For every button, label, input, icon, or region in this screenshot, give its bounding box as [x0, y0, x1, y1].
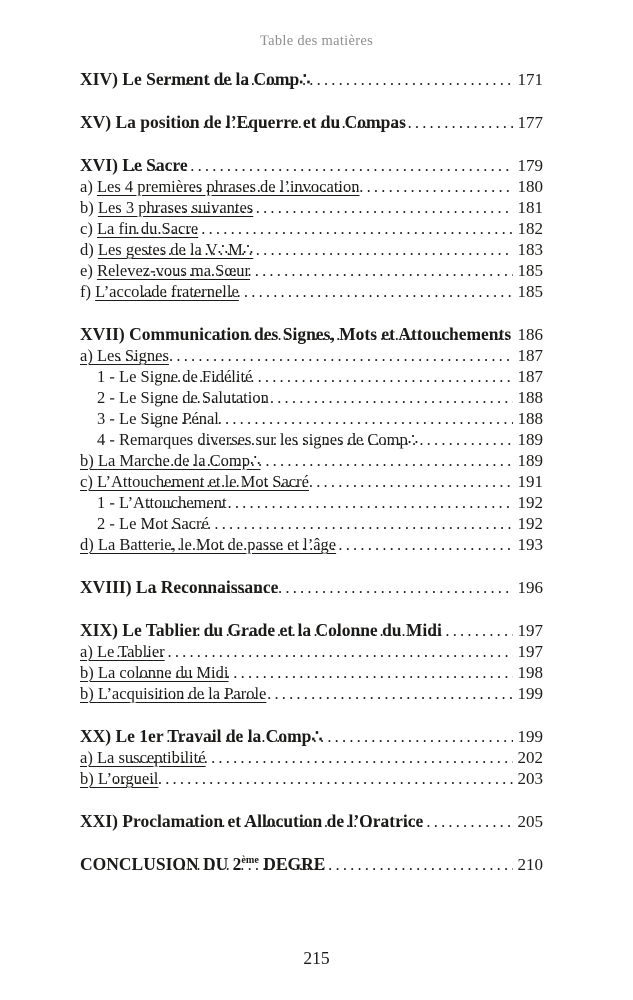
- toc-dot-leader: [154, 577, 513, 598]
- toc-page-number: 185: [517, 282, 543, 301]
- toc-row: [80, 429, 543, 450]
- toc-entry: [80, 641, 165, 662]
- toc-dot-leader: [167, 854, 513, 875]
- toc-entry-label: Le Signe de Fidélité: [119, 367, 253, 386]
- toc-page-number: 189: [517, 430, 543, 449]
- toc-entry: [80, 155, 188, 176]
- toc-entry-label: Les 4 premières phrases de l’invocation: [96, 177, 360, 196]
- toc-page-number: 188: [517, 388, 543, 407]
- toc-dot-leader: [160, 387, 513, 408]
- toc-entry-label: La position de l’Equerre et du Compas: [115, 112, 406, 132]
- toc-row: [80, 513, 543, 534]
- toc-entry: [97, 513, 209, 534]
- toc-entry-prefix: 1 -: [97, 493, 119, 512]
- toc-page-number: 185: [517, 261, 543, 280]
- toc-dot-leader: [176, 176, 513, 197]
- toc-entry-prefix: c): [80, 472, 97, 491]
- toc-entry-prefix: d): [80, 240, 98, 259]
- toc-entry-prefix: f): [80, 282, 96, 301]
- toc-entry-label: La susceptibilité: [96, 748, 206, 767]
- toc-row: [80, 811, 543, 832]
- toc-row: [80, 239, 543, 260]
- toc-row: [80, 492, 543, 513]
- toc-page-number: 181: [517, 198, 543, 217]
- toc-entry: [97, 366, 253, 387]
- toc-row: [80, 69, 543, 90]
- toc-entry: [80, 747, 206, 768]
- toc-dot-leader: [163, 69, 513, 90]
- toc-entry: [80, 239, 254, 260]
- toc-entry-label: La Marche de la Comp∴: [97, 451, 261, 470]
- toc-row: [80, 408, 543, 429]
- toc-dot-leader: [162, 471, 513, 492]
- toc-entry-label: Les 3 phrases suivantes: [97, 198, 254, 217]
- toc-dot-leader: [118, 345, 513, 366]
- toc-row: [80, 768, 543, 789]
- toc-entry-label: La Reconnaissance: [135, 577, 279, 597]
- toc-entry-prefix: XX): [80, 726, 116, 746]
- toc-entry: [97, 408, 219, 429]
- toc-dot-leader: [138, 662, 513, 683]
- toc-entry: [80, 620, 442, 641]
- running-head: Table des matières: [259, 33, 374, 49]
- toc-dot-leader: [147, 492, 513, 513]
- toc-entry-label: L’Attouchement: [119, 493, 227, 512]
- toc-page-number: 205: [517, 812, 543, 831]
- toc-dot-leader: [146, 197, 513, 218]
- toc-entry: [80, 112, 406, 133]
- toc-row: [80, 683, 543, 704]
- toc-entry: [97, 429, 419, 450]
- toc-page-number: 199: [517, 727, 543, 746]
- toc-row: [80, 345, 543, 366]
- toc-page-number: 186: [517, 325, 543, 344]
- toc-entry-prefix: a): [80, 748, 97, 767]
- toc-entry-prefix: b): [80, 769, 98, 788]
- toc-dot-leader: [212, 324, 513, 345]
- toc-dot-leader: [114, 768, 513, 789]
- toc-page-number: 196: [517, 578, 543, 597]
- toc-entry: [80, 534, 337, 555]
- toc-entry-label: Le Signe Pénal: [119, 409, 219, 428]
- ordinal-superscript: ème: [241, 855, 259, 867]
- toc-page-number: 182: [517, 219, 543, 238]
- toc-entry-label: Les Signes: [96, 346, 169, 365]
- toc-entry-label: Le Mot Sacré: [119, 514, 209, 533]
- toc-row: [80, 726, 543, 747]
- toc-entry: [97, 387, 269, 408]
- toc-dot-leader: [166, 726, 513, 747]
- toc-entry-prefix: 2 -: [97, 514, 119, 533]
- toc-entry: [80, 324, 512, 345]
- toc-dot-leader: [200, 429, 513, 450]
- toc-entry-label: Le 1er Travail de la Comp∴: [115, 726, 323, 746]
- toc-entry-prefix: XVI): [80, 155, 123, 175]
- toc-entry-prefix: a): [80, 177, 97, 196]
- toc-page-number: 187: [517, 367, 543, 386]
- toc-entry: [80, 768, 159, 789]
- toc-entry-prefix: XVIII): [80, 577, 136, 597]
- toc-dot-leader: [170, 534, 513, 555]
- toc-entry-prefix: 1 -: [97, 367, 119, 386]
- toc-entry-label: La colonne du Midi: [97, 663, 229, 682]
- toc-entry: [97, 492, 227, 513]
- toc-row: [80, 534, 543, 555]
- toc-entry: [80, 176, 360, 197]
- toc-entry-label: Proclamation et Allocution de l’Oratrice: [122, 811, 424, 831]
- toc-entry: [80, 726, 323, 747]
- toc-page-number: 179: [517, 156, 543, 175]
- toc-entry: [80, 260, 250, 281]
- toc-entry: [80, 683, 267, 704]
- toc-entry-prefix: XIV): [80, 69, 123, 89]
- toc-page-number: 187: [517, 346, 543, 365]
- toc-page-number: 203: [517, 769, 543, 788]
- toc-entry-prefix: b): [80, 451, 98, 470]
- toc-row: [80, 218, 543, 239]
- toc-entry: [80, 577, 279, 598]
- toc-entry-label: Le Sacre: [122, 155, 188, 175]
- toc-page-number: 191: [517, 472, 543, 491]
- toc-dot-leader: [124, 155, 513, 176]
- toc-row: [80, 577, 543, 598]
- toc-entry-label: L’Attouchement et le Mot Sacré: [96, 472, 309, 491]
- toc-entry: [80, 450, 261, 471]
- toc-row: [80, 747, 543, 768]
- toc-row: [80, 155, 543, 176]
- toc-row: [80, 471, 543, 492]
- toc-dot-leader: [192, 811, 513, 832]
- toc-entry: [80, 69, 311, 90]
- toc-row: [80, 662, 543, 683]
- toc-entry-prefix: a): [80, 346, 97, 365]
- toc-entry: [80, 197, 254, 218]
- toc-entry-prefix: c): [80, 219, 97, 238]
- toc-entry: [80, 811, 424, 832]
- toc-entry-prefix: b): [80, 198, 98, 217]
- toc-page-number: 197: [517, 642, 543, 661]
- toc-entry-prefix: d): [80, 535, 98, 554]
- toc-entry-label: L’accolade fraternelle: [95, 282, 239, 301]
- toc-entry-label: La fin du Sacre: [96, 219, 199, 238]
- toc-entry-label: Relevez-vous ma Sœur: [96, 261, 250, 280]
- toc-entry: [80, 662, 229, 683]
- toc-entry: [80, 281, 239, 302]
- toc-page-number: 189: [517, 451, 543, 470]
- toc-entry: [80, 854, 326, 875]
- toc-dot-leader: [144, 408, 513, 429]
- toc-entry-label: Le Signe de Salutation: [119, 388, 269, 407]
- page-number-folio: 215: [303, 948, 330, 968]
- toc-row: [80, 260, 543, 281]
- toc-entry-label: Le Tablier du Grade et la Colonne du Midi: [122, 620, 442, 640]
- toc-entry-prefix: e): [80, 261, 97, 280]
- toc-page-number: 198: [517, 663, 543, 682]
- toc-entry-prefix: a): [80, 642, 97, 661]
- toc-entry-prefix: 2 -: [97, 388, 119, 407]
- toc-page-number: 192: [517, 493, 543, 512]
- toc-dot-leader: [155, 366, 513, 387]
- toc-dot-leader: [196, 620, 513, 641]
- toc-entry-label: Le Serment de la Comp∴: [122, 69, 311, 89]
- toc-page-number: 210: [517, 855, 543, 874]
- toc-entry-label: Le Tablier: [96, 642, 165, 661]
- toc-row: [80, 324, 543, 345]
- toc-dot-leader: [146, 239, 513, 260]
- toc-entry-prefix: XVII): [80, 324, 130, 344]
- toc-entry-label: Communication des Signes, Mots et Attouchements: [129, 324, 512, 344]
- toc-entry-prefix: XV): [80, 112, 116, 132]
- toc-entry-prefix: XXI): [80, 811, 123, 831]
- toc-entry-label: Les gestes de la V∴M∴: [97, 240, 254, 259]
- toc-page-number: 180: [517, 177, 543, 196]
- toc-dot-leader: [141, 281, 513, 302]
- toc-dot-leader: [188, 112, 513, 133]
- toc-page-number: 202: [517, 748, 543, 767]
- toc-dot-leader: [148, 450, 513, 471]
- toc-dot-leader: [131, 747, 513, 768]
- toc-entry-prefix: b): [80, 663, 98, 682]
- toc-row: [80, 176, 543, 197]
- toc-page-number: 171: [517, 70, 543, 89]
- toc-row: [80, 387, 543, 408]
- toc-dot-leader: [128, 218, 513, 239]
- toc-row: [80, 620, 543, 641]
- toc-entry-prefix: 4 -: [97, 430, 119, 449]
- toc-page-number: 192: [517, 514, 543, 533]
- toc-dot-leader: [150, 683, 513, 704]
- toc-page-number: 183: [517, 240, 543, 259]
- toc-row: [80, 641, 543, 662]
- toc-page-number: 193: [517, 535, 543, 554]
- toc-row: [80, 281, 543, 302]
- toc-row: [80, 854, 543, 875]
- toc-page-number: 197: [517, 621, 543, 640]
- toc-dot-leader: [116, 641, 513, 662]
- toc-entry-prefix: XIX): [80, 620, 123, 640]
- toc-entry-label: La Batterie, le Mot de passe et l’âge: [97, 535, 337, 554]
- toc-page-number: 188: [517, 409, 543, 428]
- toc-row: [80, 366, 543, 387]
- toc-entry: [80, 345, 169, 366]
- toc-row: [80, 197, 543, 218]
- toc-dot-leader: [141, 513, 513, 534]
- toc-entry-label: L’acquisition de la Parole: [97, 684, 267, 703]
- toc-entry-label: L’orgueil: [97, 769, 159, 788]
- toc-dot-leader: [145, 260, 513, 281]
- toc-entry: [80, 471, 309, 492]
- toc-entry: [80, 218, 199, 239]
- toc-entry-prefix: b): [80, 684, 98, 703]
- toc-page-number: 177: [517, 113, 543, 132]
- toc-row: [80, 450, 543, 471]
- table-of-contents: [0, 69, 633, 875]
- toc-entry-prefix: 3 -: [97, 409, 119, 428]
- toc-page-number: 199: [517, 684, 543, 703]
- toc-entry-label: CONCLUSION DU 2ème DEGRE: [80, 854, 326, 874]
- toc-row: [80, 112, 543, 133]
- toc-entry-label: Remarques diverses sur les signes de Comp∴: [119, 430, 419, 449]
